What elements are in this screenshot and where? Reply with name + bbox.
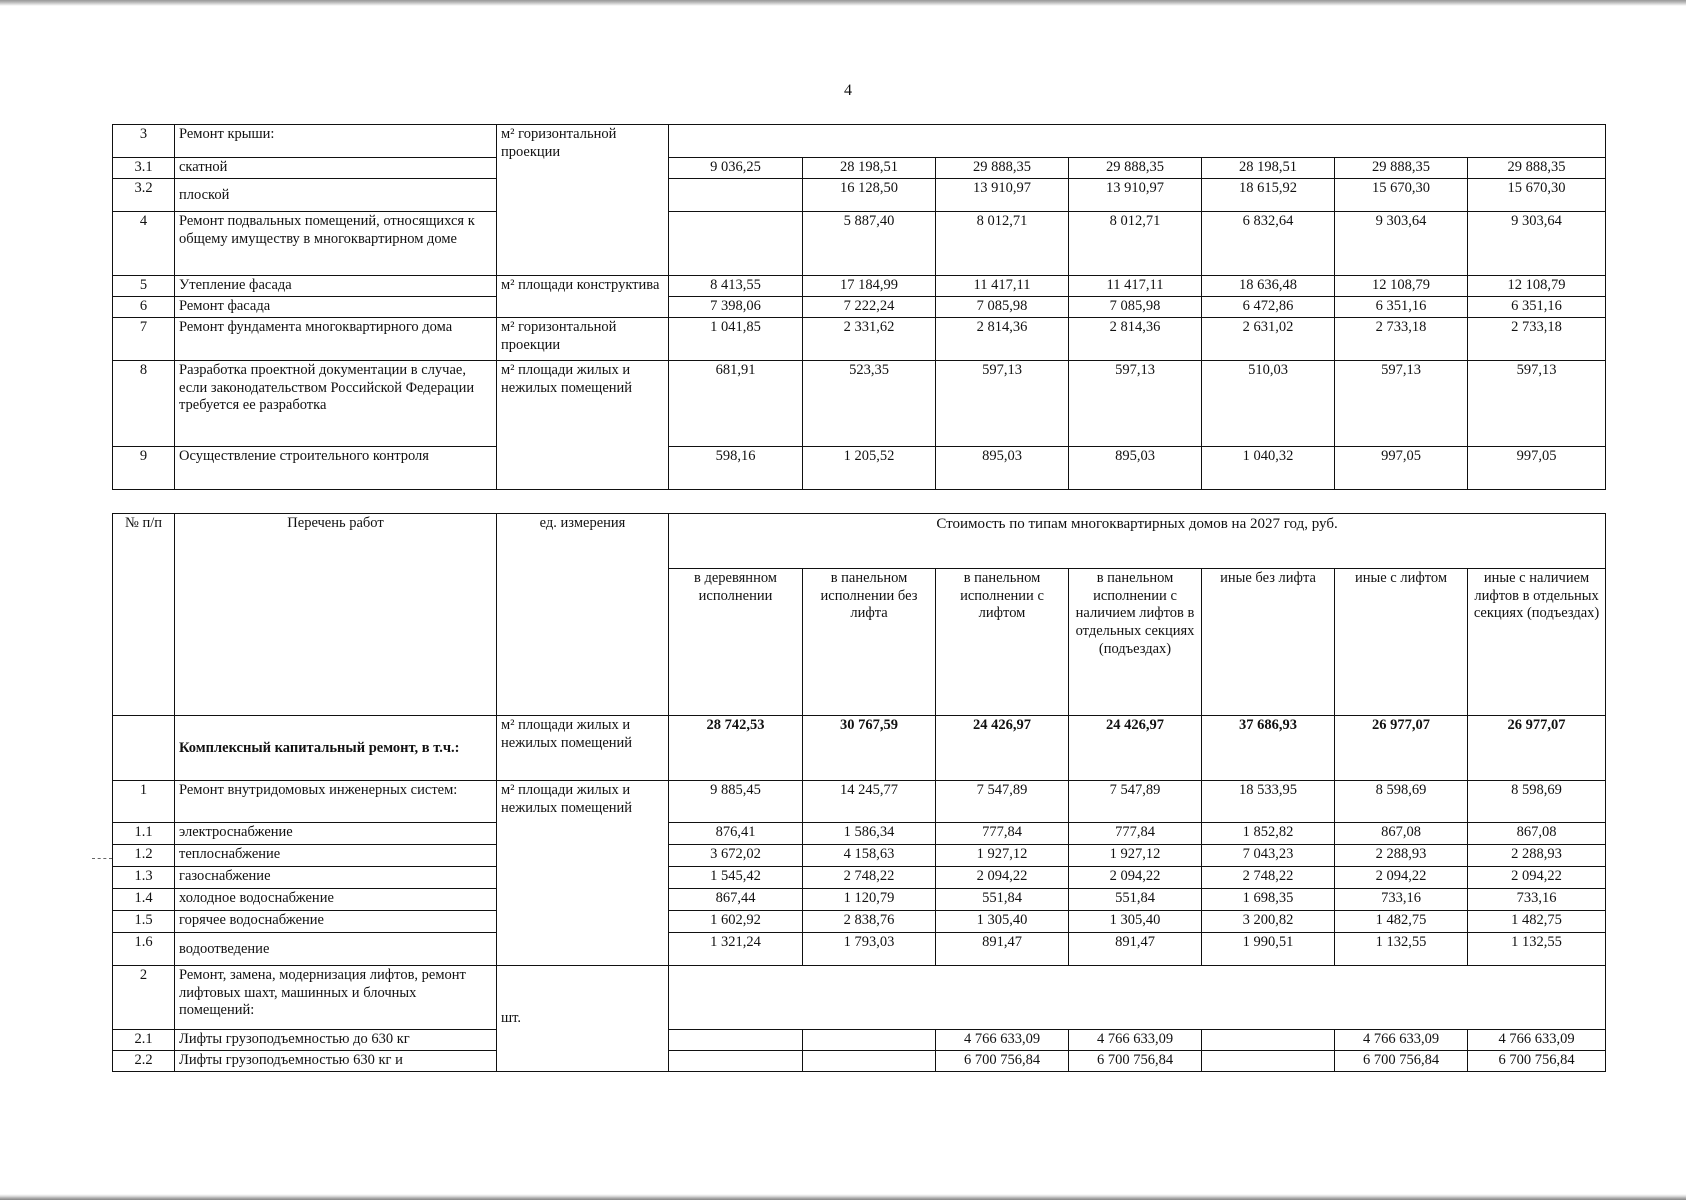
header-cost-group: Стоимость по типам многоквартирных домов на 2027 год, руб. [669, 514, 1606, 569]
value-cell: 2 094,22 [936, 867, 1069, 889]
value-cell: 1 120,79 [803, 889, 936, 911]
row-number: 1.6 [113, 933, 175, 966]
total-row [113, 716, 1606, 781]
row-name: газоснабжение [175, 867, 497, 889]
value-cell: 26 977,07 [1468, 716, 1606, 781]
table-row [113, 276, 1606, 297]
row-name: Комплексный капитальный ремонт, в т.ч.: [175, 716, 497, 781]
margin-mark [92, 858, 112, 859]
value-cell: 1 482,75 [1335, 911, 1468, 933]
value-cell: 29 888,35 [1335, 158, 1468, 179]
unit-cell [497, 361, 669, 490]
value-cell: 24 426,97 [936, 716, 1069, 781]
value-cell: 2 733,18 [1468, 318, 1606, 361]
value-cell: 18 533,95 [1202, 781, 1335, 823]
value-cell: 4 766 633,09 [936, 1030, 1069, 1051]
value-cell: 28 742,53 [669, 716, 803, 781]
value-cell: 1 852,82 [1202, 823, 1335, 845]
value-cell: 777,84 [936, 823, 1069, 845]
value-cell: 895,03 [936, 447, 1069, 490]
value-cell: 2 814,36 [1069, 318, 1202, 361]
value-cell: 18 615,92 [1202, 179, 1335, 212]
value-cell: 2 733,18 [1335, 318, 1468, 361]
row-number: 1.2 [113, 845, 175, 867]
row-number: 1.3 [113, 867, 175, 889]
row-name: Ремонт, замена, модернизация лифтов, ремонт лифтовых шахт, машинных и блочных помещений: [175, 966, 497, 1030]
value-cell: 523,35 [803, 361, 936, 447]
value-cell: 8 598,69 [1468, 781, 1606, 823]
value-cell: 2 814,36 [936, 318, 1069, 361]
value-cell: 1 041,85 [669, 318, 803, 361]
value-cell: 3 672,02 [669, 845, 803, 867]
value-cell: 37 686,93 [1202, 716, 1335, 781]
value-cell: 4 766 633,09 [1335, 1030, 1468, 1051]
row-name: водоотведение [175, 933, 497, 966]
value-cell [669, 179, 803, 212]
value-cell: 1 793,03 [803, 933, 936, 966]
row-number: 9 [113, 447, 175, 490]
value-cell: 9 036,25 [669, 158, 803, 179]
row-name: Осуществление строительного контроля [175, 447, 497, 490]
row-name: плоской [175, 179, 497, 212]
value-cell: 510,03 [1202, 361, 1335, 447]
value-cell: 1 545,42 [669, 867, 803, 889]
value-cell: 12 108,79 [1468, 276, 1606, 297]
table-row [113, 361, 1606, 447]
value-cell: 2 094,22 [1468, 867, 1606, 889]
value-cell: 29 888,35 [1468, 158, 1606, 179]
header-type: в панельном исполнении с наличием лифтов в отдельных секциях (подъездах) [1069, 569, 1202, 716]
value-cell: 891,47 [936, 933, 1069, 966]
table-row [113, 933, 1606, 966]
value-cell: 551,84 [1069, 889, 1202, 911]
table-row [113, 158, 1606, 179]
value-cell: 7 547,89 [1069, 781, 1202, 823]
empty-span-cell [669, 125, 1606, 158]
value-cell: 5 887,40 [803, 212, 936, 276]
value-cell: 1 132,55 [1468, 933, 1606, 966]
unit-cell [497, 276, 669, 318]
value-cell: 2 331,62 [803, 318, 936, 361]
row-number: 7 [113, 318, 175, 361]
unit-text: м² площади конструктива [501, 277, 660, 293]
value-cell: 7 398,06 [669, 297, 803, 318]
cost-table-continuation [112, 124, 1606, 490]
value-cell: 28 198,51 [803, 158, 936, 179]
value-cell: 8 012,71 [936, 212, 1069, 276]
table-row [113, 318, 1606, 361]
value-cell: 4 158,63 [803, 845, 936, 867]
value-cell: 867,08 [1335, 823, 1468, 845]
value-cell [1202, 1051, 1335, 1072]
value-cell: 7 085,98 [1069, 297, 1202, 318]
unit-text: шт. [501, 1010, 522, 1026]
value-cell: 876,41 [669, 823, 803, 845]
row-name: Ремонт крыши: [175, 125, 497, 158]
value-cell: 7 085,98 [936, 297, 1069, 318]
table-row [113, 823, 1606, 845]
row-name: холодное водоснабжение [175, 889, 497, 911]
value-cell: 733,16 [1335, 889, 1468, 911]
value-cell: 2 631,02 [1202, 318, 1335, 361]
value-cell: 4 766 633,09 [1069, 1030, 1202, 1051]
header-number: № п/п [113, 514, 175, 716]
unit-text: м² горизонтальной проекции [501, 319, 617, 353]
value-cell: 15 670,30 [1335, 179, 1468, 212]
value-cell: 1 132,55 [1335, 933, 1468, 966]
table-row [113, 447, 1606, 490]
row-number: 1 [113, 781, 175, 823]
row-name: Лифты грузоподъемностью до 630 кг [175, 1030, 497, 1051]
scan-edge-top [0, 0, 1686, 6]
row-name: электроснабжение [175, 823, 497, 845]
row-number: 6 [113, 297, 175, 318]
cost-table-2027 [112, 513, 1606, 1072]
header-type: в панельном исполнении без лифта [803, 569, 936, 716]
value-cell: 1 602,92 [669, 911, 803, 933]
row-name: скатной [175, 158, 497, 179]
value-cell [803, 1051, 936, 1072]
value-cell: 11 417,11 [936, 276, 1069, 297]
value-cell: 8 413,55 [669, 276, 803, 297]
value-cell: 11 417,11 [1069, 276, 1202, 297]
row-number: 3 [113, 125, 175, 158]
row-name: Ремонт внутридомовых инженерных систем: [175, 781, 497, 823]
header-type: в деревянном исполнении [669, 569, 803, 716]
value-cell: 28 198,51 [1202, 158, 1335, 179]
value-cell: 6 351,16 [1468, 297, 1606, 318]
row-number: 2.1 [113, 1030, 175, 1051]
value-cell: 1 305,40 [1069, 911, 1202, 933]
value-cell: 6 351,16 [1335, 297, 1468, 318]
value-cell: 598,16 [669, 447, 803, 490]
value-cell: 6 472,86 [1202, 297, 1335, 318]
value-cell [669, 212, 803, 276]
row-name: горячее водоснабжение [175, 911, 497, 933]
empty-span-cell [669, 966, 1606, 1030]
table-row [113, 1051, 1606, 1072]
value-cell: 24 426,97 [1069, 716, 1202, 781]
table-row [113, 889, 1606, 911]
header-unit: ед. измерения [497, 514, 669, 716]
value-cell [669, 1051, 803, 1072]
row-name: Разработка проектной документации в случае, если законодательством Российской Федерации требуется ее разработка [175, 361, 497, 447]
row-number: 5 [113, 276, 175, 297]
value-cell: 18 636,48 [1202, 276, 1335, 297]
table-row [113, 125, 1606, 158]
value-cell: 1 040,32 [1202, 447, 1335, 490]
row-name: Лифты грузоподъемностью 630 кг и [175, 1051, 497, 1072]
value-cell: 26 977,07 [1335, 716, 1468, 781]
value-cell [803, 1030, 936, 1051]
value-cell: 597,13 [1069, 361, 1202, 447]
value-cell: 1 990,51 [1202, 933, 1335, 966]
value-cell: 777,84 [1069, 823, 1202, 845]
value-cell: 1 927,12 [936, 845, 1069, 867]
value-cell: 6 700 756,84 [1468, 1051, 1606, 1072]
value-cell: 1 482,75 [1468, 911, 1606, 933]
unit-cell [497, 781, 669, 966]
row-number: 4 [113, 212, 175, 276]
value-cell: 997,05 [1335, 447, 1468, 490]
value-cell: 29 888,35 [936, 158, 1069, 179]
table-row [113, 911, 1606, 933]
value-cell: 1 586,34 [803, 823, 936, 845]
scan-edge-bottom [0, 1194, 1686, 1200]
value-cell: 597,13 [936, 361, 1069, 447]
header-type: иные без лифта [1202, 569, 1335, 716]
row-number: 1.1 [113, 823, 175, 845]
value-cell: 2 094,22 [1335, 867, 1468, 889]
row-number: 2.2 [113, 1051, 175, 1072]
value-cell: 17 184,99 [803, 276, 936, 297]
value-cell: 867,08 [1468, 823, 1606, 845]
table-row [113, 867, 1606, 889]
value-cell: 8 012,71 [1069, 212, 1202, 276]
header-type: в панельном исполнении с лифтом [936, 569, 1069, 716]
row-name: Утепление фасада [175, 276, 497, 297]
value-cell: 597,13 [1468, 361, 1606, 447]
value-cell: 4 766 633,09 [1468, 1030, 1606, 1051]
value-cell: 9 303,64 [1468, 212, 1606, 276]
value-cell: 551,84 [936, 889, 1069, 911]
value-cell: 15 670,30 [1468, 179, 1606, 212]
value-cell: 1 321,24 [669, 933, 803, 966]
unit-cell [497, 966, 669, 1072]
row-number: 1.5 [113, 911, 175, 933]
table-row [113, 781, 1606, 823]
value-cell: 1 927,12 [1069, 845, 1202, 867]
value-cell: 997,05 [1468, 447, 1606, 490]
unit-cell: м² площади жилых и нежилых помещений [497, 716, 669, 781]
table-row [113, 845, 1606, 867]
unit-cell [497, 125, 669, 276]
value-cell: 3 200,82 [1202, 911, 1335, 933]
unit-cell [497, 318, 669, 361]
value-cell: 597,13 [1335, 361, 1468, 447]
unit-text: м² площади жилых и нежилых помещений [501, 362, 633, 396]
value-cell: 6 700 756,84 [1335, 1051, 1468, 1072]
row-name: Ремонт фундамента многоквартирного дома [175, 318, 497, 361]
value-cell: 895,03 [1069, 447, 1202, 490]
value-cell: 13 910,97 [1069, 179, 1202, 212]
header-row [113, 514, 1606, 569]
value-cell: 2 288,93 [1335, 845, 1468, 867]
value-cell [1202, 1030, 1335, 1051]
value-cell: 7 547,89 [936, 781, 1069, 823]
value-cell: 681,91 [669, 361, 803, 447]
value-cell: 2 748,22 [803, 867, 936, 889]
table-row [113, 966, 1606, 1030]
value-cell: 1 305,40 [936, 911, 1069, 933]
value-cell: 1 698,35 [1202, 889, 1335, 911]
value-cell: 13 910,97 [936, 179, 1069, 212]
row-number: 2 [113, 966, 175, 1030]
row-number: 3.1 [113, 158, 175, 179]
value-cell: 6 832,64 [1202, 212, 1335, 276]
unit-text: м² площади жилых и нежилых помещений [501, 782, 633, 816]
value-cell: 16 128,50 [803, 179, 936, 212]
row-name: Ремонт фасада [175, 297, 497, 318]
value-cell: 29 888,35 [1069, 158, 1202, 179]
value-cell: 891,47 [1069, 933, 1202, 966]
page-number: 4 [844, 82, 852, 99]
table-row [113, 179, 1606, 212]
table-row [113, 297, 1606, 318]
value-cell: 7 222,24 [803, 297, 936, 318]
row-number: 3.2 [113, 179, 175, 212]
unit-text: м² горизонтальной проекции [501, 126, 617, 160]
value-cell: 1 205,52 [803, 447, 936, 490]
value-cell [669, 1030, 803, 1051]
row-number [113, 716, 175, 781]
value-cell: 2 288,93 [1468, 845, 1606, 867]
header-works: Перечень работ [175, 514, 497, 716]
value-cell: 867,44 [669, 889, 803, 911]
row-number: 8 [113, 361, 175, 447]
value-cell: 6 700 756,84 [936, 1051, 1069, 1072]
value-cell: 733,16 [1468, 889, 1606, 911]
table-row [113, 212, 1606, 276]
header-type: иные с лифтом [1335, 569, 1468, 716]
value-cell: 8 598,69 [1335, 781, 1468, 823]
value-cell: 12 108,79 [1335, 276, 1468, 297]
value-cell: 2 838,76 [803, 911, 936, 933]
value-cell: 9 303,64 [1335, 212, 1468, 276]
value-cell: 14 245,77 [803, 781, 936, 823]
value-cell: 6 700 756,84 [1069, 1051, 1202, 1072]
value-cell: 9 885,45 [669, 781, 803, 823]
row-name: теплоснабжение [175, 845, 497, 867]
value-cell: 7 043,23 [1202, 845, 1335, 867]
row-name: Ремонт подвальных помещений, относящихся к общему имуществу в многоквартирном доме [175, 212, 497, 276]
row-number: 1.4 [113, 889, 175, 911]
value-cell: 30 767,59 [803, 716, 936, 781]
header-type: иные с наличием лифтов в отдельных секциях (подъездах) [1468, 569, 1606, 716]
table-row [113, 1030, 1606, 1051]
value-cell: 2 748,22 [1202, 867, 1335, 889]
value-cell: 2 094,22 [1069, 867, 1202, 889]
